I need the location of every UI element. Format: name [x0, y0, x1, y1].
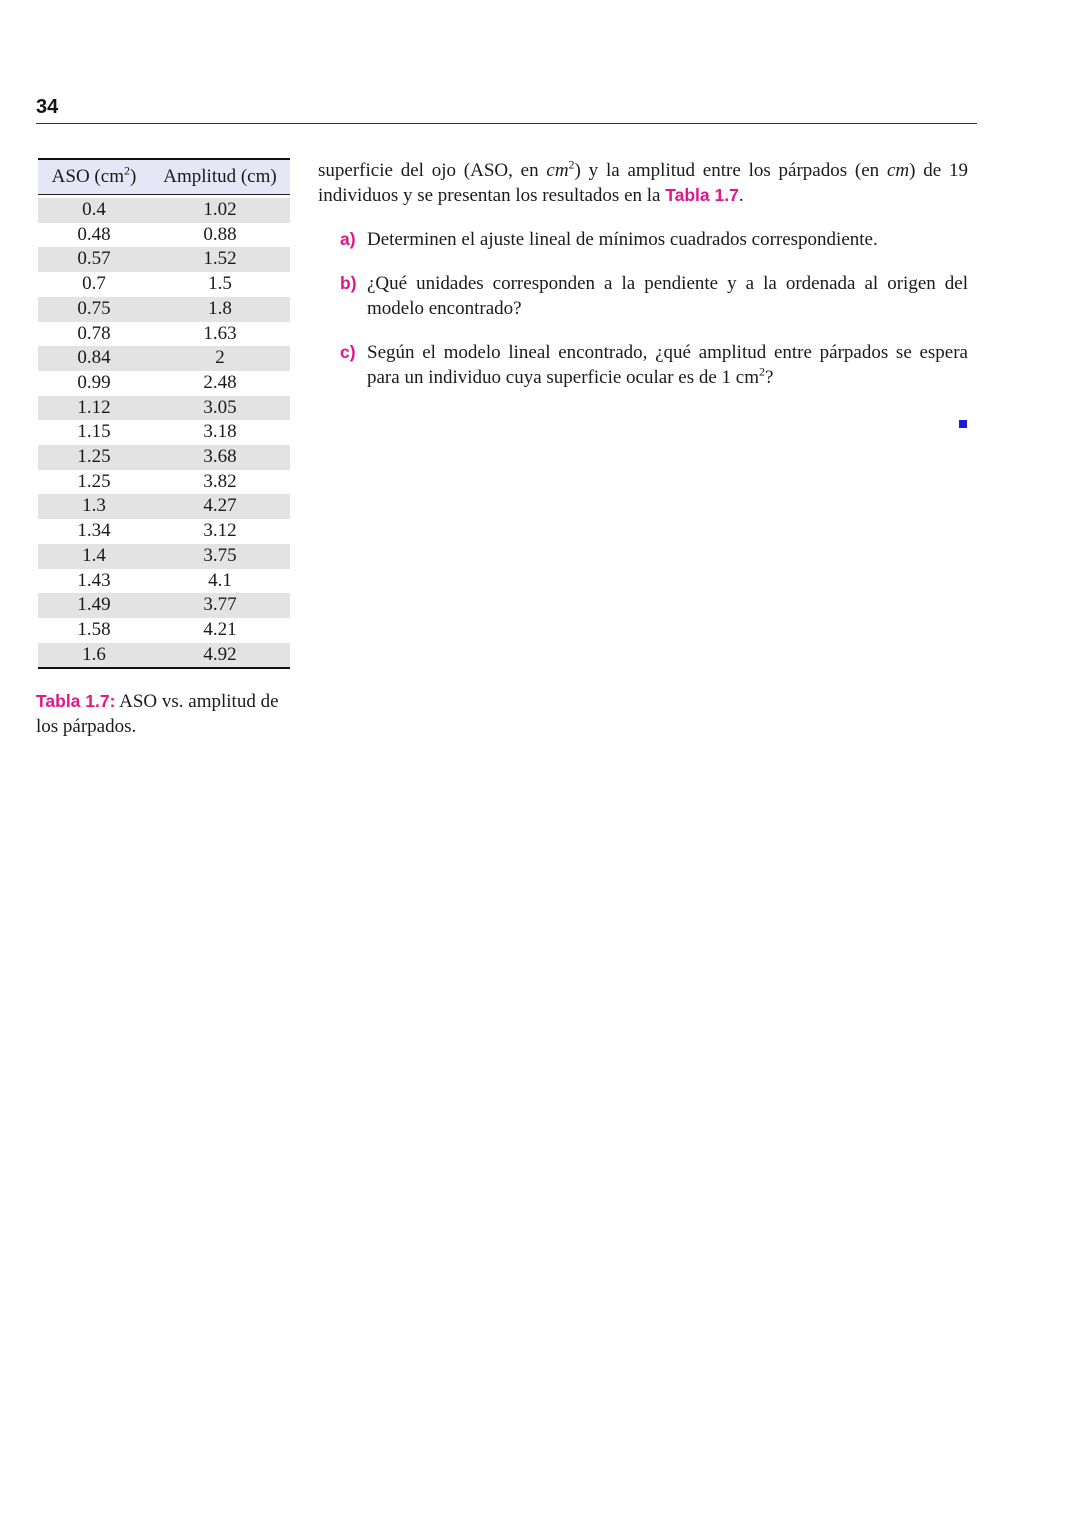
table-row: [38, 346, 290, 371]
table-row: [38, 519, 290, 544]
header-aso: ASO $(cm^2)$: [38, 159, 150, 195]
header-amplitude: Amplitud (cm): [150, 159, 290, 195]
cell-aso: 0.99: [38, 371, 150, 396]
item-text-b: ¿Qué unidades corresponden a la pendiente y a la ordenada al origen del modelo encontrado?: [367, 273, 968, 319]
cell-amplitude: 3.75: [150, 544, 290, 569]
cell-aso: 0.84: [38, 346, 150, 371]
cell-aso: 0.57: [38, 247, 150, 272]
table-row: [38, 544, 290, 569]
table-row: [38, 223, 290, 248]
cell-amplitude: 2.48: [150, 371, 290, 396]
cell-amplitude: 3.05: [150, 396, 290, 421]
cell-aso: 0.7: [38, 272, 150, 297]
cell-amplitude: 1.63: [150, 322, 290, 347]
table-row: [38, 445, 290, 470]
cell-amplitude: 1.5: [150, 272, 290, 297]
cell-aso: 1.34: [38, 519, 150, 544]
aso-amplitude-table: [38, 158, 290, 669]
cell-amplitude: 4.27: [150, 494, 290, 519]
table-row: [38, 494, 290, 519]
cell-aso: 1.25: [38, 470, 150, 495]
table-body: [38, 195, 290, 669]
cell-aso: 1.25: [38, 445, 150, 470]
table-row: [38, 322, 290, 347]
cell-amplitude: 3.77: [150, 593, 290, 618]
table-row: [38, 371, 290, 396]
table-caption: [36, 689, 298, 739]
item-label-c: c): [340, 342, 356, 362]
cell-amplitude: 3.68: [150, 445, 290, 470]
header-rule: [36, 123, 977, 124]
caption-label: Tabla 1.7:: [36, 691, 116, 711]
exercise-item-b: [340, 271, 968, 321]
body-paragraph: superficie del ojo (ASO, en $cm^2$) y la amplitud entre los párpados (en cm) de 19 individuos y se presentan los resultados en la Tabla 1.7.: [318, 157, 968, 206]
cell-aso: 0.48: [38, 223, 150, 248]
table-row: [38, 198, 290, 223]
table-header-row: [38, 159, 290, 195]
cell-aso: 1.6: [38, 643, 150, 669]
cell-amplitude: 4.21: [150, 618, 290, 643]
exercise-item-c: [340, 340, 968, 390]
cell-aso: 1.43: [38, 569, 150, 594]
caption-text: ASO vs. amplitud de los párpados.: [36, 691, 279, 737]
cell-amplitude: 2: [150, 346, 290, 371]
cell-amplitude: 3.82: [150, 470, 290, 495]
table-reference-link[interactable]: Tabla 1.7: [665, 185, 739, 205]
cell-amplitude: 1.02: [150, 198, 290, 223]
table-row: [38, 247, 290, 272]
table-row: [38, 272, 290, 297]
exercise-item-a: [340, 227, 968, 252]
table-row: [38, 396, 290, 421]
end-of-exercise-square-icon: [959, 420, 967, 428]
cell-aso: 0.78: [38, 322, 150, 347]
item-label-b: b): [340, 273, 357, 293]
table-row: [38, 593, 290, 618]
cell-aso: 0.4: [38, 198, 150, 223]
cell-aso: 1.12: [38, 396, 150, 421]
cell-amplitude: 4.1: [150, 569, 290, 594]
table-row: [38, 470, 290, 495]
cell-aso: 0.75: [38, 297, 150, 322]
cell-aso: 1.49: [38, 593, 150, 618]
cell-aso: 1.4: [38, 544, 150, 569]
cell-amplitude: 3.18: [150, 420, 290, 445]
cell-amplitude: 1.8: [150, 297, 290, 322]
table-row: [38, 618, 290, 643]
cell-amplitude: 3.12: [150, 519, 290, 544]
item-text-a: Determinen el ajuste lineal de mínimos cuadrados correspondiente.: [367, 229, 878, 250]
cell-amplitude: 0.88: [150, 223, 290, 248]
cell-aso: 1.15: [38, 420, 150, 445]
cell-amplitude: 4.92: [150, 643, 290, 669]
table-row: [38, 569, 290, 594]
cell-amplitude: 1.52: [150, 247, 290, 272]
cell-aso: 1.3: [38, 494, 150, 519]
table-row: [38, 643, 290, 669]
item-text-c: Según el modelo lineal encontrado, ¿qué amplitud entre párpados se espera para un individuo cuya superficie ocular es de 1 $cm^2$?: [367, 342, 968, 388]
table-row: [38, 297, 290, 322]
table-row: [38, 420, 290, 445]
cell-aso: 1.58: [38, 618, 150, 643]
data-table-container: [38, 158, 290, 669]
item-label-a: a): [340, 229, 356, 249]
page-number: 34: [36, 96, 59, 118]
